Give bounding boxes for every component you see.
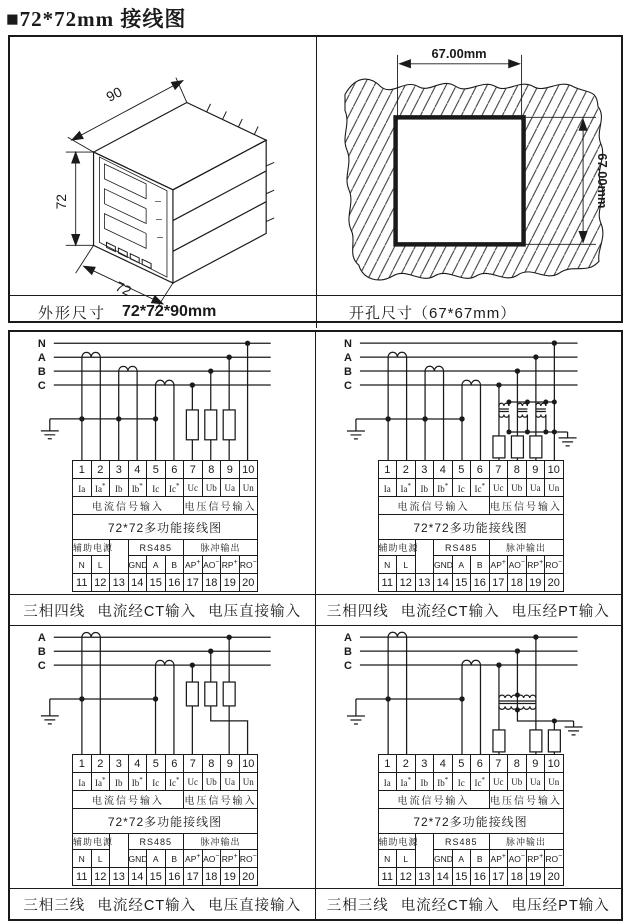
terminal-number: 10 [239,755,258,773]
block-title-row [378,515,563,540]
phase-label-b: B [343,366,352,379]
wiring-diagram-3p3w-pt [316,626,622,919]
page-title: ■72*72mm 接线图 [6,7,187,31]
terminal-number: 19 [221,868,240,886]
ct-common-bus [355,699,461,716]
terminal-number: 3 [110,755,129,773]
phase-label-c: C [37,660,46,673]
block-title-row [73,515,258,540]
terminal-number: 1 [378,755,397,773]
terminal-number: 20 [239,868,258,886]
terminal-number: 6 [165,755,184,773]
cutout-width-label: 67.00mm [431,45,487,61]
ct-common-bus [50,419,156,431]
terminal-number: 20 [545,574,564,592]
terminal-number: 2 [397,461,416,479]
voltage-drops [192,343,247,461]
terminal-label: GND [128,850,147,868]
phase-lines [359,343,577,385]
terminal-number: 1 [73,755,92,773]
terminal-number: 3 [110,461,129,479]
cutout-size-value: 开孔尺寸（67*67mm） [349,304,517,322]
diagram-caption: 三相三线 电流经CT输入 电压直接输入 [10,888,315,919]
terminal-label: Ua [221,773,240,791]
terminal-label: Ub [202,479,221,497]
terminal-label: AO− [202,850,221,868]
terminal-label: RP+ [221,850,240,868]
terminal-number: 6 [471,461,490,479]
aux-power-header: 辅助电源 [378,834,415,850]
aux-group-headers [378,540,563,556]
terminal-numbers-top [378,461,563,479]
aux-group-headers [378,834,563,850]
terminal-label: GND [434,556,453,574]
terminal-number: 6 [471,755,490,773]
terminal-number: 18 [202,868,221,886]
terminal-label: Ib* [434,773,453,791]
ct-common-bus [50,699,156,716]
terminal-label: Uc [489,773,508,791]
terminal-number: 8 [202,461,221,479]
aux-group-headers [73,540,258,556]
terminal-label: RP+ [526,556,545,574]
terminal-signal-labels [73,773,258,791]
terminal-label: L [91,556,110,574]
terminal-numbers-bottom [378,574,563,592]
terminal-number: 7 [184,755,203,773]
terminal-number: 18 [508,868,527,886]
terminal-label: N [73,850,92,868]
terminal-label: Un [239,773,258,791]
rs485-header: RS485 [434,540,490,556]
rs485-header: RS485 [434,834,490,850]
terminal-block-slot [378,460,564,592]
terminal-number: 12 [397,574,416,592]
terminal-label: Ia* [91,773,110,791]
terminal-number: 16 [471,574,490,592]
phase-label-c: C [343,660,352,673]
terminal-number: 15 [147,868,166,886]
terminal-number: 17 [184,574,203,592]
rs485-header: RS485 [128,834,184,850]
terminal-label: Ic [147,773,166,791]
terminal-label: GND [434,850,453,868]
aux-power-header: 辅助电源 [73,540,110,556]
phase-label-a: A [37,352,46,365]
block-title: 72*72多功能接线图 [73,515,258,540]
terminal-label: Ic [147,479,166,497]
phase-label-b: B [37,646,46,659]
terminal-number: 19 [221,574,240,592]
wiring-section [8,330,623,921]
terminal-label: Un [239,479,258,497]
terminal-label: Ic* [471,479,490,497]
terminal-number: 4 [434,755,453,773]
phase-label-a: A [343,352,352,365]
terminal-number: 4 [128,755,147,773]
ground-symbol-secondary [564,727,582,735]
terminal-label: Ib [110,773,129,791]
terminal-label: AO− [202,556,221,574]
ct-coils [82,352,174,461]
terminal-numbers-top [378,755,563,773]
fuses [492,730,559,752]
terminal-block-slot [72,754,258,886]
terminal-label: L [397,850,416,868]
terminal-label: B [471,850,490,868]
ground-symbol [346,431,364,439]
aux-terminal-labels [378,850,563,868]
terminal-number: 4 [128,461,147,479]
terminal-number: 2 [397,755,416,773]
phase-label-b: B [37,366,46,379]
terminal-label: Ib* [434,479,453,497]
phase-label-b: B [343,646,352,659]
terminal-label: L [397,556,416,574]
terminal-label: Ub [508,479,527,497]
terminal-label: AP+ [489,556,508,574]
outline-size-caption [10,295,317,328]
meter-isometric-panel [10,37,317,299]
aux-terminal-labels [378,556,563,574]
aux-terminal-labels [73,850,258,868]
schematic-3p3w-pt [316,626,622,756]
terminal-label: AP+ [489,850,508,868]
terminal-number: 10 [239,461,258,479]
terminal-number: 11 [378,574,397,592]
terminal-number: 2 [91,461,110,479]
signal-group-headers [378,497,563,515]
meter-isometric-drawing [10,37,315,299]
terminal-number: 13 [110,868,129,886]
cutout-size-caption [317,295,621,328]
terminal-number: 9 [221,461,240,479]
terminal-label: Ic* [471,773,490,791]
terminal-number: 14 [128,868,147,886]
block-title: 72*72多功能接线图 [378,809,563,834]
terminal-numbers-bottom [73,868,258,886]
terminal-label: Ia [73,773,92,791]
block-title-row [378,809,563,834]
pulse-output-header: 脉冲输出 [184,834,258,850]
terminal-number: 1 [73,461,92,479]
terminal-label: RO− [239,556,258,574]
terminal-label: Uc [184,479,203,497]
fuses [186,410,235,440]
terminal-number: 12 [397,868,416,886]
terminal-signal-labels [378,773,563,791]
terminal-number: 20 [239,574,258,592]
terminal-number: 5 [452,755,471,773]
dimension-72-height [66,152,94,245]
fuses [186,682,235,706]
phase-label-a: A [343,632,352,645]
meter-body [94,102,267,283]
terminal-label: Ia* [91,479,110,497]
pulse-output-header: 脉冲输出 [184,540,258,556]
phase-label-c: C [343,380,352,393]
terminal-number: 15 [452,868,471,886]
terminal-number: 7 [489,461,508,479]
terminal-block-slot [72,460,258,592]
terminal-number: 17 [489,868,508,886]
signal-group-headers [73,497,258,515]
terminal-label: Ua [221,479,240,497]
terminal-block-slot [378,754,564,886]
junction-dots [385,634,556,723]
terminal-number: 7 [489,755,508,773]
terminal-number: 12 [91,574,110,592]
terminal-label: Uc [184,773,203,791]
terminal-label: Ib [110,479,129,497]
terminal-label: RO− [545,556,564,574]
terminal-label: AP+ [184,850,203,868]
phase-label-n: N [343,338,352,351]
block-title-row [73,809,258,834]
terminal-signal-labels [378,479,563,497]
terminal-number: 3 [415,755,434,773]
terminal-number: 9 [221,755,240,773]
terminal-label: Ic [452,773,471,791]
pulse-output-header: 脉冲输出 [489,540,563,556]
terminal-label: Ia* [397,773,416,791]
fuses [492,436,541,458]
ground-symbol-secondary [558,438,576,446]
pulse-output-header: 脉冲输出 [489,834,563,850]
terminal-label: Ib [415,479,434,497]
terminal-label: RO− [239,850,258,868]
terminal-numbers-bottom [73,574,258,592]
dimension-90 [68,77,187,152]
ct-common-bus [355,419,461,431]
terminal-block [72,460,258,592]
terminal-number: 5 [147,461,166,479]
terminal-numbers-top [73,461,258,479]
terminal-label: Ia* [397,479,416,497]
voltage-input-header: 电压信号输入 [184,497,258,515]
wiring-diagram-3p4w-direct [10,332,316,626]
terminal-label: Un [545,479,564,497]
terminal-number: 14 [434,868,453,886]
dimensions-section [8,35,623,323]
height-dimension-label: 72 [52,193,69,210]
aux-terminal-labels [73,556,258,574]
terminal-number: 11 [378,868,397,886]
terminal-number: 14 [128,574,147,592]
terminal-label: Ib* [128,773,147,791]
terminal-number: 13 [415,574,434,592]
terminal-number: 8 [202,755,221,773]
aux-power-header: 辅助电源 [73,834,110,850]
cutout-square [396,117,524,244]
terminal-label: A [452,850,471,868]
terminal-label: GND [128,556,147,574]
terminal-number: 19 [526,868,545,886]
diagram-caption: 三相三线 电流经CT输入 电压经PT输入 [316,888,622,919]
terminal-number: 9 [526,461,545,479]
phase-label-a: A [37,632,46,645]
voltage-input-header: 电压信号输入 [489,497,563,515]
diagram-caption: 三相四线 电流经CT输入 电压直接输入 [10,594,315,625]
terminal-label: Ic* [165,479,184,497]
terminal-number: 16 [165,574,184,592]
terminal-block [378,460,564,592]
terminal-number: 16 [471,868,490,886]
aux-group-headers [73,834,258,850]
block-title: 72*72多功能接线图 [73,809,258,834]
terminal-number: 18 [508,574,527,592]
rs485-header: RS485 [128,540,184,556]
terminal-label: N [378,556,397,574]
signal-group-headers [378,791,563,809]
terminal-label: Ua [526,773,545,791]
terminal-label: L [91,850,110,868]
terminal-number: 20 [545,868,564,886]
terminal-number: 7 [184,461,203,479]
terminal-number: 12 [91,868,110,886]
schematic-3p3w-direct [10,626,315,756]
terminal-number: 17 [184,868,203,886]
outline-size-value: 72*72*90mm [122,303,217,320]
terminal-number: 3 [415,461,434,479]
block-title: 72*72多功能接线图 [378,515,563,540]
terminal-label: Ic [452,479,471,497]
terminal-label: B [165,850,184,868]
voltage-input-header: 电压信号输入 [184,791,258,809]
current-input-header: 电流信号输入 [73,791,184,809]
terminal-number: 2 [91,755,110,773]
terminal-number: 8 [508,461,527,479]
terminal-label: Ua [526,479,545,497]
junction-dots [385,340,557,434]
depth-dimension-label: 90 [103,83,125,105]
panel-cutout-panel [317,37,621,295]
diagram-caption: 三相四线 电流经CT输入 电压经PT输入 [316,594,622,625]
terminal-label: Ia [73,479,92,497]
terminal-number: 15 [147,574,166,592]
terminal-block [72,754,258,886]
voltage-drops [192,637,247,755]
terminal-number: 18 [202,574,221,592]
terminal-number: 10 [545,461,564,479]
rear-terminal-tabs [207,104,274,222]
wiring-diagram-3p3w-direct [10,626,316,919]
wiring-diagram-3p4w-pt [316,332,622,626]
terminal-numbers-bottom [378,868,563,886]
terminal-label: B [165,556,184,574]
terminal-label: AO− [508,556,527,574]
terminal-number: 16 [165,868,184,886]
schematic-3p4w-direct [10,332,315,462]
terminal-label: AP+ [184,556,203,574]
outline-size-label: 外形尺寸 [38,304,107,322]
terminal-label: Un [545,773,564,791]
terminal-label: Ub [202,773,221,791]
cutout-height-label: 67.00mm [594,153,610,209]
terminal-label: RP+ [526,850,545,868]
terminal-label: N [378,850,397,868]
ground-symbol [346,716,364,724]
terminal-number: 14 [434,574,453,592]
ground-symbol [41,716,59,724]
terminal-number: 15 [452,574,471,592]
terminal-number: 13 [415,868,434,886]
panel-cutout-drawing [317,37,621,290]
aux-power-header: 辅助电源 [378,540,415,556]
ct-coils [388,352,480,462]
terminal-label: Ib* [128,479,147,497]
width-dimension-label: 72 [113,277,134,299]
voltage-input-header: 电压信号输入 [489,791,563,809]
current-input-header: 电流信号输入 [378,497,489,515]
terminal-number: 1 [378,461,397,479]
ground-symbol [41,431,59,439]
terminal-label: AO− [508,850,527,868]
terminal-label: Ic* [165,773,184,791]
terminal-number: 19 [526,574,545,592]
terminal-number: 8 [508,755,527,773]
phase-label-n: N [37,338,46,351]
terminal-label: RO− [545,850,564,868]
terminal-number: 4 [434,461,453,479]
terminal-label: A [452,556,471,574]
terminal-number: 17 [489,574,508,592]
schematic-3p4w-pt [316,332,622,462]
terminal-number: 9 [526,755,545,773]
terminal-number: 13 [110,574,129,592]
terminal-number: 5 [147,755,166,773]
terminal-label: Ia [378,773,397,791]
terminal-label: B [471,556,490,574]
terminal-label: N [73,556,92,574]
terminal-label: Uc [489,479,508,497]
terminal-label: A [147,850,166,868]
terminal-numbers-top [73,755,258,773]
terminal-label: Ib [415,773,434,791]
phase-lines [54,343,271,385]
terminal-number: 6 [165,461,184,479]
terminal-label: Ia [378,479,397,497]
terminal-number: 11 [73,868,92,886]
terminal-number: 10 [545,755,564,773]
terminal-label: Ub [508,773,527,791]
terminal-number: 11 [73,574,92,592]
terminal-label: RP+ [221,556,240,574]
terminal-number: 5 [452,461,471,479]
terminal-label: A [147,556,166,574]
current-input-header: 电流信号输入 [73,497,184,515]
current-input-header: 电流信号输入 [378,791,489,809]
terminal-block [378,754,564,886]
phase-label-c: C [37,380,46,393]
signal-group-headers [73,791,258,809]
terminal-signal-labels [73,479,258,497]
